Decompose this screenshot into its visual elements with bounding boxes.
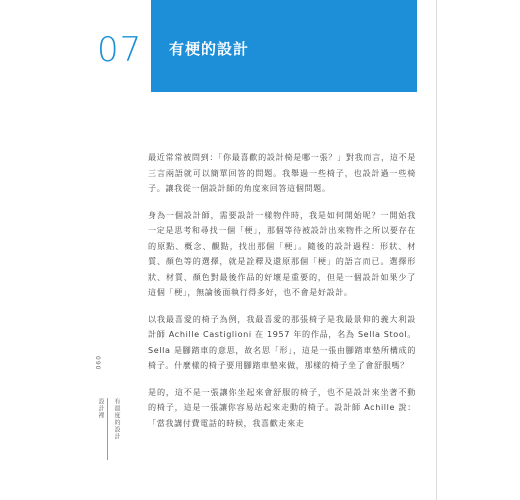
- chapter-number: 07: [97, 30, 143, 70]
- margin-divider: [107, 398, 108, 460]
- paragraph-1: 最近常常被問到：「你最喜歡的設計椅是哪一張？」對我而言，這不是三言兩語就可以簡單回答的問題。我舉過一些椅子，也設計過一些椅子。讓我從一個設計師的角度來回答這個問題。: [148, 152, 416, 193]
- paragraph-4: 是的，這不是一張讓你坐起來會舒服的椅子，也不是設計來坐著不動的椅子，這是一張讓你容易站起來走動的椅子。設計師 Achille 說：「當我講付費電話的時候，我喜歡走來走: [148, 386, 416, 428]
- article-body: [148, 150, 416, 442]
- chapter-title-banner: [151, 0, 417, 92]
- paragraph-3: 以我最喜愛的椅子為例，我最喜愛的那張椅子是我最景仰的義大利設計師 Achille Castiglioni 在 1957 年的作品，名為 Sella Stool。Sella 是腳踏車的意思，故名思「形」，這是一張由腳踏車墊所構成的椅子。什麼樣的椅子要用腳踏車墊來做，那樣的椅子坐了會舒服嗎？: [148, 313, 416, 370]
- chapter-title: 有梗的設計: [169, 40, 250, 58]
- page-number: 090: [94, 356, 101, 371]
- running-header-right: 有溫度的設計: [113, 398, 120, 440]
- running-header-left: 設計裡: [97, 398, 104, 419]
- page-edge-line: [436, 0, 437, 500]
- paragraph-2: 身為一個設計師，需要設計一樣物件時，我是如何開始呢？一開始我一定是思考和尋找一個「梗」，那個等待被設計出來物件之所以要存在的原點、概念、觀點，找出那個「梗」。隨後的設計過程：形狀、材質、顏色等的選擇，就是詮釋及還原那個「梗」的語言而已。選擇形狀、材質、顏色對最後作品的好壞是重要的，但是一個設計如果少了這個「梗」，無論後面執行得多好，也不會是好設計。: [148, 209, 416, 297]
